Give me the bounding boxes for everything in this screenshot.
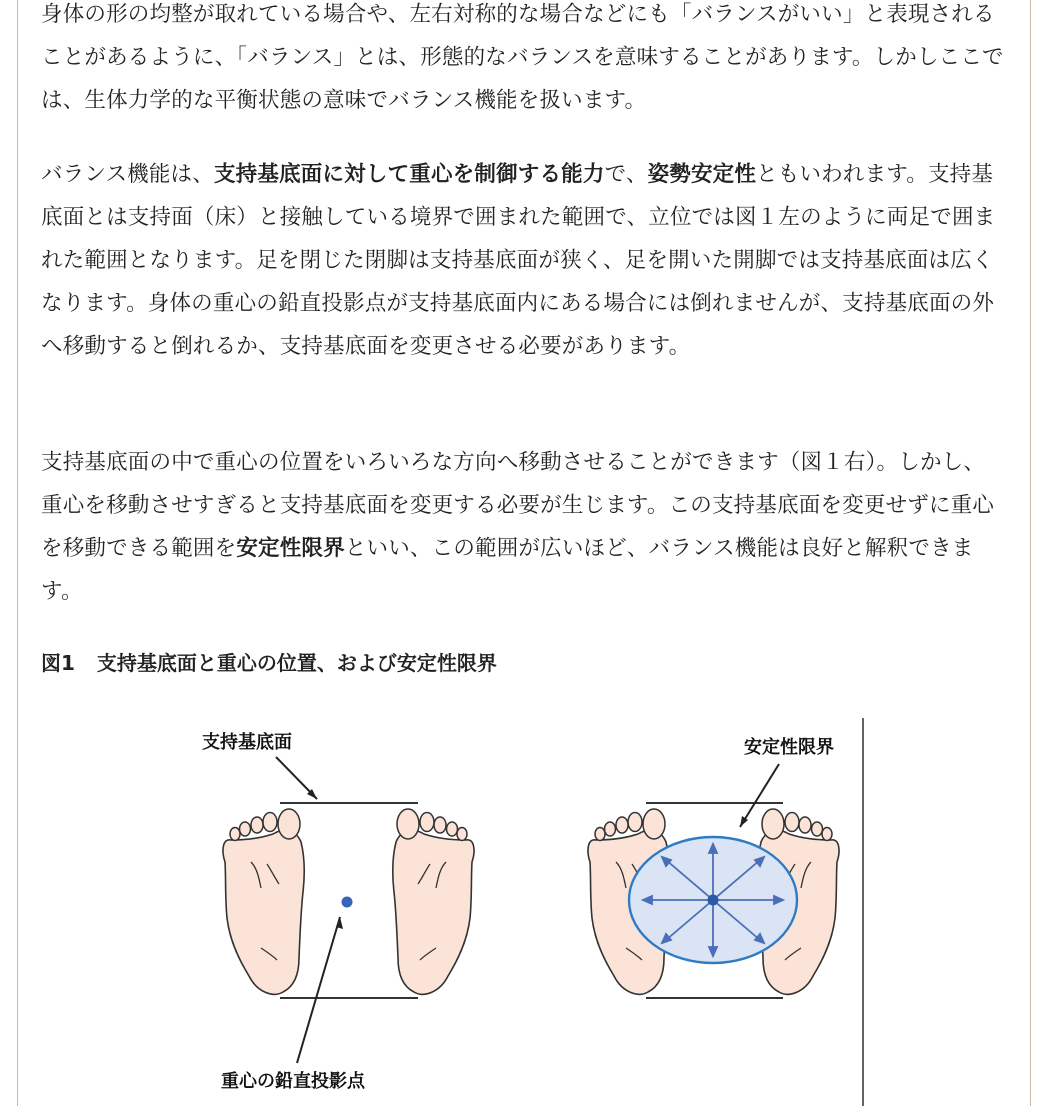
text-span: ともいわれます。支持基底面とは支持面（床）と接触している境界で囲まれた範囲で、立位では図１左のように両足で囲まれた範囲となります。足を閉じた閉脚は支持基底面が狭く、足を開いた開脚では支持基底面は広くなります。身体の重心の鉛直投影点が支持基底面内にある場合には倒れませんが、支持基底面の外へ移動すると倒れるか、支持基底面を変更させる必要があります。 xyxy=(41,162,996,359)
emphasis-control-ability: 支持基底面に対して重心を制御する能力 xyxy=(213,162,605,187)
label-base-of-support: 支持基底面 xyxy=(202,732,292,753)
cog-dot-icon xyxy=(342,897,353,908)
text-span: バランス機能は、 xyxy=(41,162,214,187)
figure-title xyxy=(41,647,497,679)
cog-dot-icon xyxy=(708,895,719,906)
feet-illustration xyxy=(18,700,1030,1106)
paragraph-balance-definition: 身体の形の均整が取れている場合や、左右対称的な場合などにも「バランスがいい」と表現されることがあるように、「バランス」とは、形態的なバランスを意味することがあります。しかしここでは、生体力学的な平衡状態の意味でバランス機能を扱います。 xyxy=(41,2,1004,113)
figure-1 xyxy=(18,700,1030,1106)
paragraph-base-of-support xyxy=(41,153,1006,368)
article-body xyxy=(17,0,1031,1106)
base-of-support-diagram xyxy=(223,757,474,1063)
text-span: 支持基底面の中で重心の位置をいろいろな方向へ移動させることができます（図１右）。しかし、重心を移動させすぎると支持基底面を変更する必要が生じます。この支持基底面を変更せずに重心を移動できる範囲を xyxy=(41,450,995,561)
label-cog-projection: 重心の鉛直投影点 xyxy=(221,1071,365,1092)
emphasis-limits-of-stability: 安定性限界 xyxy=(236,536,345,561)
emphasis-postural-stability: 姿勢安定性 xyxy=(647,162,757,187)
label-limits-of-stability: 安定性限界 xyxy=(744,737,834,758)
left-foot-icon xyxy=(223,809,304,994)
figure-number: 図1 xyxy=(41,651,75,675)
right-foot-icon xyxy=(393,809,474,994)
text-span: といい、この範囲が広いほど、バランス機能は良好と解釈できます。 xyxy=(41,536,974,604)
figure-caption: 支持基底面と重心の位置、および安定性限界 xyxy=(96,651,497,675)
paragraph-limits-of-stability xyxy=(41,441,1006,613)
limits-of-stability-diagram xyxy=(588,764,839,998)
text-span: で、 xyxy=(604,162,648,187)
